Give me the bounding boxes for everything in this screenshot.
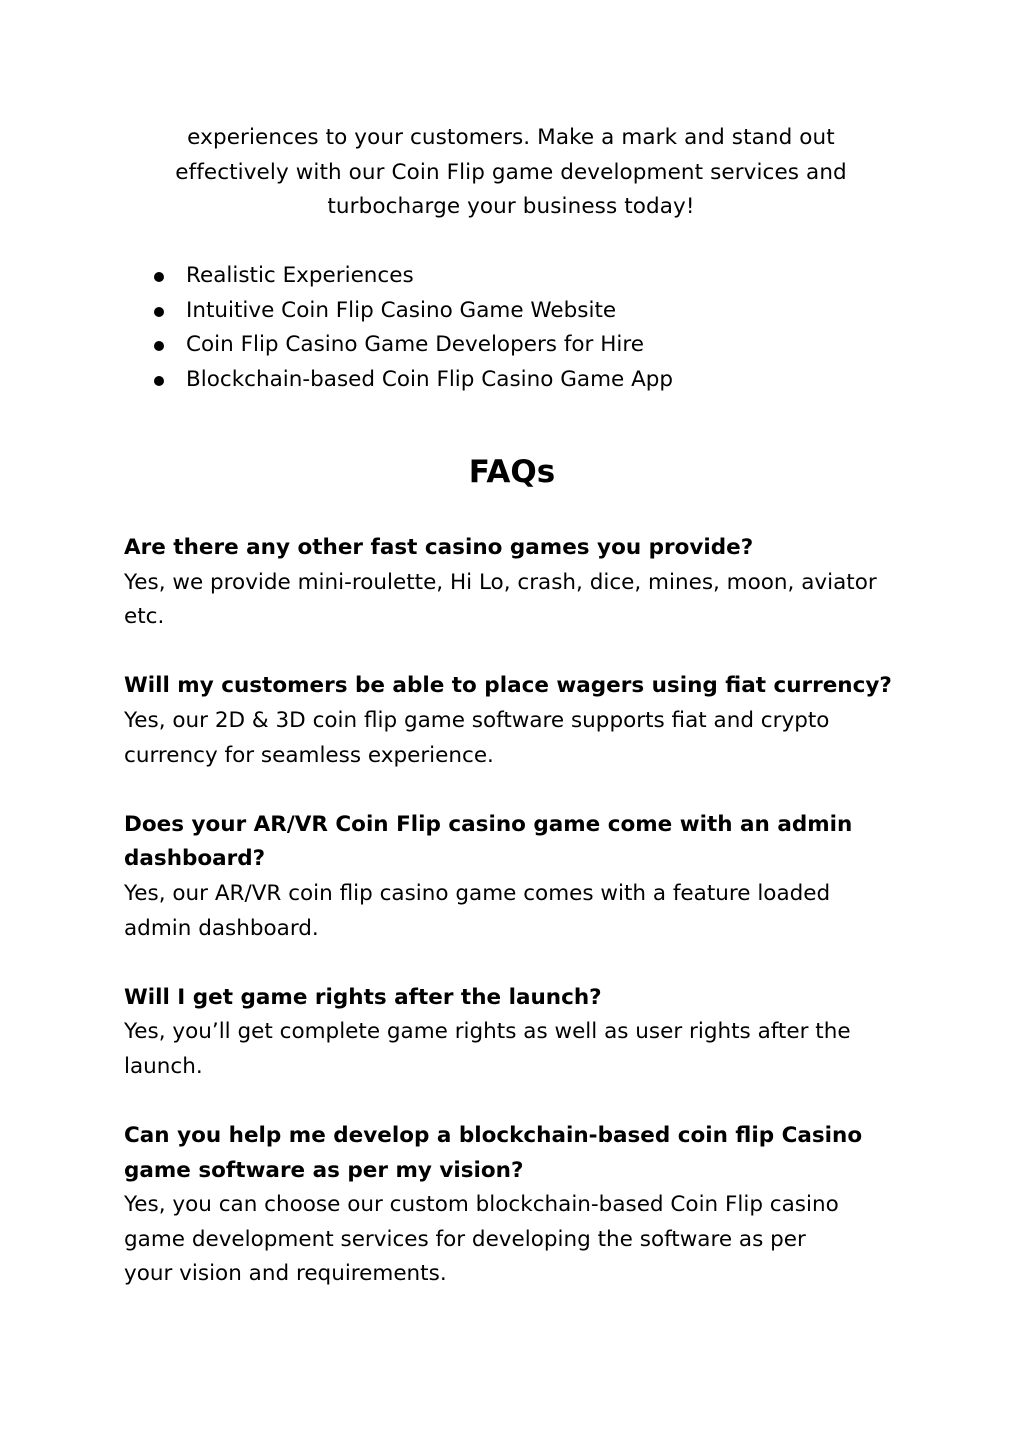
faq-question (124, 981, 914, 1016)
faq-question-line: Can you help me develop a blockchain-based coin flip Casino (124, 1123, 863, 1149)
faq-question-line: game software as per my vision? (124, 1157, 524, 1183)
faq-answer (124, 704, 914, 773)
bullet-text: Blockchain-based Coin Flip Casino Game App (186, 366, 674, 392)
bullet-dot-icon (154, 272, 164, 282)
bullet-item (124, 328, 904, 363)
faq-answer (124, 877, 914, 946)
faq-answer-line: your vision and requirements. (124, 1261, 447, 1287)
faq-heading: FAQs (468, 454, 556, 490)
faq-answer-line: Yes, you can choose our custom blockchain-based Coin Flip casino (124, 1192, 839, 1218)
faq-answer-line: currency for seamless experience. (124, 742, 494, 768)
faq-answer (124, 1015, 914, 1084)
faq-item (124, 808, 914, 946)
bullet-text: Realistic Experiences (186, 263, 414, 288)
faq-question-line: Are there any other fast casino games you provide? (124, 535, 754, 560)
faq-question-line: Will I get game rights after the launch? (124, 984, 602, 1010)
faq-answer-line: launch. (124, 1053, 203, 1079)
feature-bullet-list (124, 259, 904, 397)
faq-answer-line: etc. (124, 604, 165, 630)
faq-item (124, 531, 914, 635)
bullet-dot-icon (154, 376, 164, 386)
faq-question-line: dashboard? (124, 846, 266, 872)
intro-line-2: effectively with our Coin Flip game development services and (175, 159, 847, 185)
faq-list (124, 531, 914, 1327)
faq-item (124, 981, 914, 1085)
faq-item (124, 669, 914, 773)
intro-line-3: turbocharge your business today! (327, 194, 695, 220)
faq-question (124, 1119, 914, 1188)
bullet-item (124, 294, 904, 329)
faq-question-line: Will my customers be able to place wagers using fiat currency? (124, 673, 892, 699)
intro-paragraph (140, 121, 882, 225)
faq-answer-line: Yes, we provide mini-roulette, Hi Lo, crash, dice, mines, moon, aviator (124, 569, 877, 595)
faq-question-line: Does your AR/VR Coin Flip casino game come with an admin (124, 811, 853, 837)
faq-answer (124, 566, 914, 635)
faq-item (124, 1119, 914, 1292)
faq-answer-line: admin dashboard. (124, 915, 319, 941)
faq-answer-line: Yes, you’ll get complete game rights as well as user rights after the (124, 1019, 851, 1045)
bullet-dot-icon (154, 341, 164, 351)
intro-line-1: experiences to your customers. Make a mark and stand out (187, 125, 835, 150)
bullet-text: Intuitive Coin Flip Casino Game Website (186, 297, 617, 323)
faq-answer-line: Yes, our AR/VR coin flip casino game comes with a feature loaded (124, 880, 831, 906)
bullet-item (124, 363, 904, 398)
faq-answer-line: Yes, our 2D & 3D coin flip game software supports fiat and crypto (124, 707, 830, 733)
faq-answer (124, 1188, 914, 1292)
faq-question (124, 669, 914, 704)
faq-question (124, 531, 914, 566)
faq-answer-line: game development services for developing the software as per (124, 1226, 806, 1252)
bullet-text: Coin Flip Casino Game Developers for Hire (186, 332, 644, 358)
bullet-dot-icon (154, 307, 164, 317)
faq-question (124, 808, 914, 877)
bullet-item (124, 259, 904, 294)
